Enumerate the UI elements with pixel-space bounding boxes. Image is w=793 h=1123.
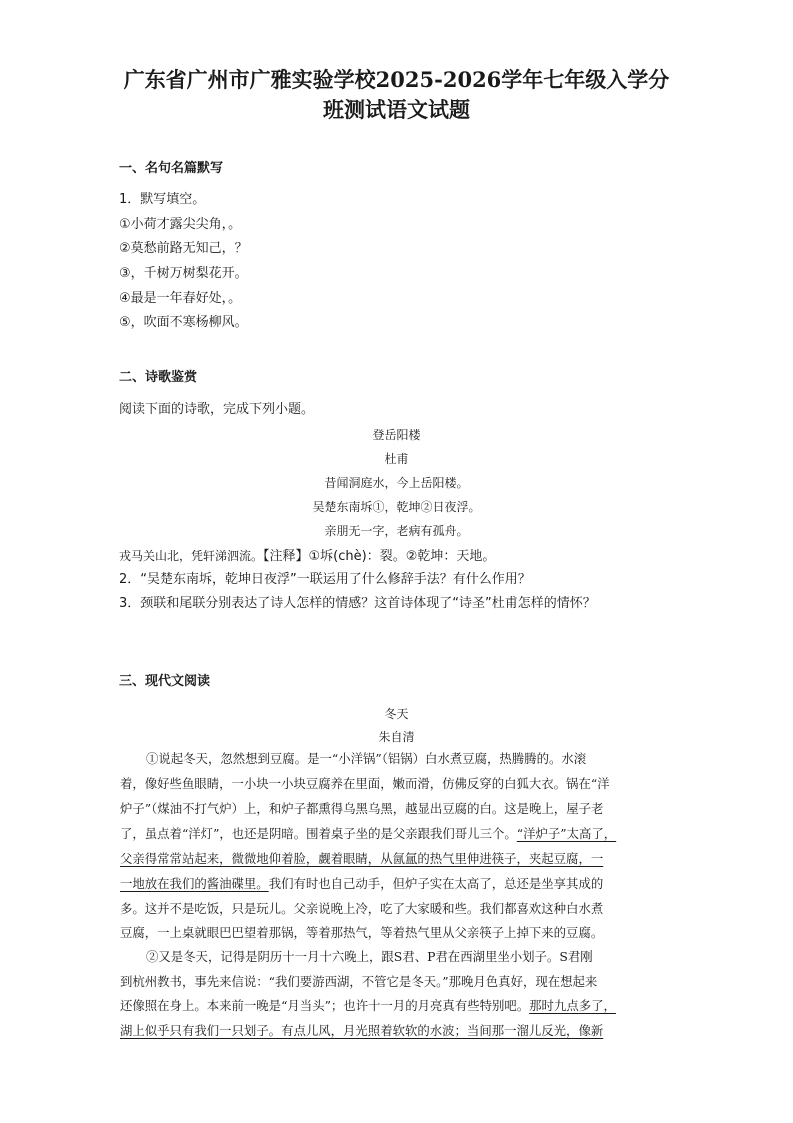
essay-line: 多。这并不是吃饭，只是玩儿。父亲说晚上冷，吃了大家暖和些。我们都喜欢这种白水煮 — [120, 901, 604, 916]
essay-line: ①说起冬天，忽然想到豆腐。是一“小洋锅”（铝锅）白水煮豆腐，热腾腾的。水滚 — [146, 751, 587, 766]
section2-heading: 二、诗歌鉴赏 — [119, 370, 198, 385]
essay-line: 到杭州教书，事先来信说：“我们要游西湖，不管它是冬天。”那晚月色真好，现在想起来 — [120, 974, 598, 989]
essay-line: 豆腐，一上桌就眼巴巴望着那锅，等着那热气，等着热气里从父亲筷子上掉下来的豆腐。 — [120, 925, 604, 940]
underlined-sentence: 父亲得常常站起来，微微地仰着脸，觑着眼睛，从氤氲的热气里伸进筷子，夹起豆腐，一 — [120, 851, 604, 866]
section3-heading: 三、现代文阅读 — [119, 674, 211, 689]
fill-blank-item: ⑤，吹面不寒杨柳风。 — [119, 315, 248, 330]
essay-line: 炉子”（煤油不打气炉）上，和炉子都熏得乌黑乌黑，越显出豆腐的白。这是晚上，屋子老 — [120, 801, 604, 816]
question-1: 1．默写填空。 — [119, 192, 206, 207]
fill-blank-item: ②莫愁前路无知己，？ — [119, 241, 248, 256]
poem-last-line: 戎马关山北，凭轩涕泗流。 — [119, 549, 264, 563]
poem-line: 昔闻洞庭水，今上岳阳楼。 — [324, 476, 469, 490]
question-3: 3．颈联和尾联分别表达了诗人怎样的情感？这首诗体现了“诗圣”杜甫怎样的情怀？ — [119, 596, 596, 611]
underlined-sentence: 一地放在我们的酱油碟里。 — [120, 876, 269, 891]
poem-annotation: 【注释】①坼(chè)：裂。②乾坤：天地。 — [263, 549, 496, 564]
underlined-sentence: 那时九点多了， — [529, 998, 616, 1013]
essay-author: 朱自清 — [378, 730, 415, 744]
poem-title: 登岳阳楼 — [372, 428, 421, 442]
reading-instruction: 阅读下面的诗歌，完成下列小题。 — [119, 402, 315, 417]
document-title-line2: 班测试语文试题 — [323, 97, 470, 122]
essay-text: 我们有时也自己动手，但炉子实在太高了，总还是坐享其成的 — [268, 876, 604, 891]
underlined-sentence: “洋炉子”太高了， — [516, 826, 617, 841]
essay-title: 冬天 — [384, 707, 409, 721]
poem-line: 亲朋无一字，老病有孤舟。 — [324, 524, 469, 538]
essay-line — [120, 998, 685, 1014]
fill-blank-item: ④最是一年春好处，。 — [119, 291, 242, 306]
essay-line: ②又是冬天，记得是阴历十一月十六晚上，跟S君、P君在西湖里坐小划子。S君刚 — [146, 949, 593, 964]
essay-line — [120, 826, 685, 842]
fill-blank-item: ③，千树万树梨花开。 — [119, 266, 248, 281]
document-title-line1: 广东省广州市广雅实验学校2025-2026学年七年级入学分 — [123, 67, 670, 92]
fill-blank-item: ①小荷才露尖尖角，。 — [119, 217, 242, 232]
question-2: 2．“吴楚东南坼，乾坤日夜浮”一联运用了什么修辞手法？有什么作用？ — [119, 572, 531, 587]
essay-line: 着，像好些鱼眼睛，一小块一小块豆腐养在里面，嫩而滑，仿佛反穿的白狐大衣。锅在“洋 — [120, 776, 610, 791]
section1-heading: 一、名句名篇默写 — [119, 161, 224, 176]
underlined-sentence: 湖上似乎只有我们一只划子。有点儿风，月光照着软软的水波；当间那一溜儿反光，像新 — [120, 1023, 604, 1038]
essay-text: 了，虽点着“洋灯”，也还是阴暗。围着桌子坐的是父亲跟我们哥儿三个。 — [120, 826, 517, 841]
poem-author: 杜甫 — [384, 452, 409, 466]
essay-line — [120, 876, 685, 892]
essay-text: 还像照在身上。本来前一晚是“月当头”；也许十一月的月亮真有些特别吧。 — [120, 998, 530, 1013]
poem-last-line-with-note — [119, 547, 495, 566]
poem-line: 吴楚东南坼①，乾坤②日夜浮。 — [312, 500, 481, 514]
